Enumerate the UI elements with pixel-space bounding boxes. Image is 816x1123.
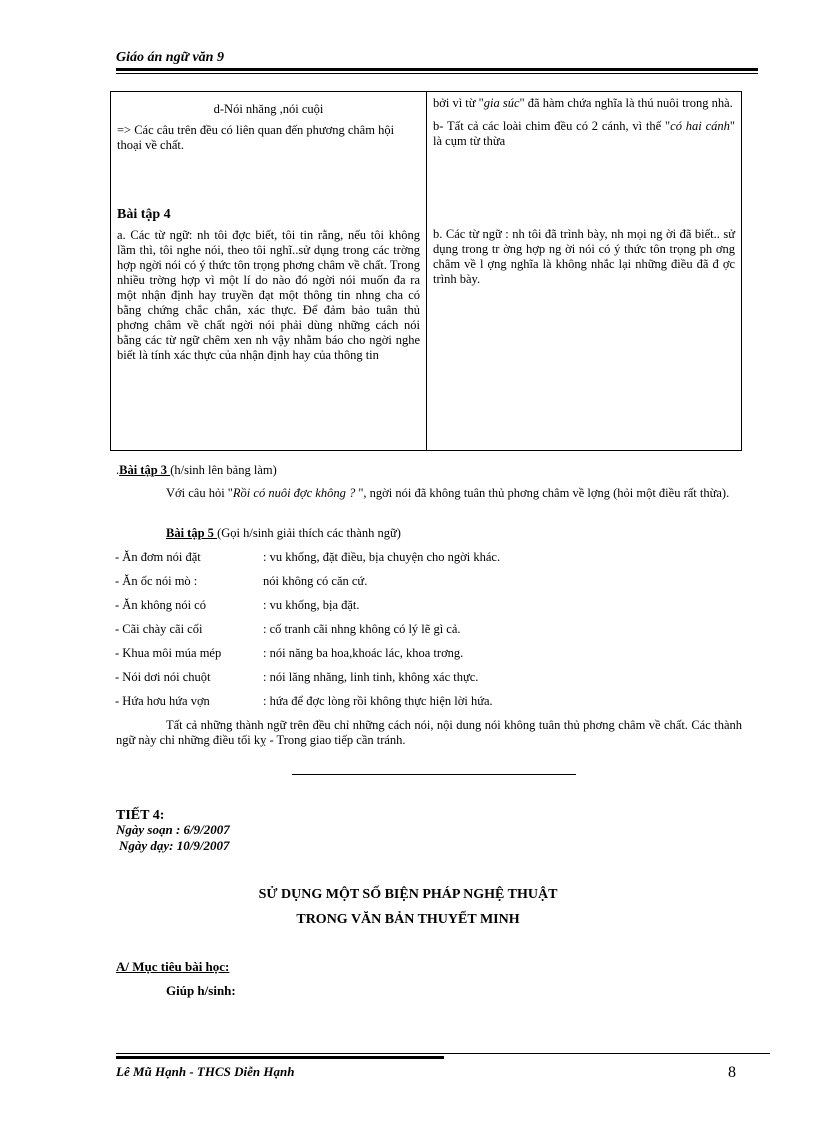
ngay-day: Ngày dạy: 10/9/2007 (119, 838, 230, 853)
item-d: d-Nói nhăng ,nói cuội (213, 102, 324, 116)
right-line-1: bởi vì từ "gia súc" đã hàm chứa nghĩa là thú nuôi trong nhà. (433, 96, 733, 110)
tiet-label: TIẾT 4: (116, 808, 165, 823)
bai-tap-5-heading: Bài tập 5 (Gọi h/sinh giải thích các thành ngữ) (166, 526, 401, 540)
section-divider (292, 774, 576, 775)
right-item-b: b. Các từ ngữ : nh tôi đã trình bày, nh mọi ng ời đã biết.. sử dụng trong tr ờng hợp ng ời nói có ý thức tôn trọng ph ơng châm về l ợng nghĩa là không nhắc lại những điều đã đ ợc trình bày. (433, 227, 735, 286)
header-rule-thin (116, 73, 758, 74)
idiom-row: - Hứa hơu hứa vợn : hứa để đợc lòng rồi không thực hiện lời hứa. (115, 694, 493, 708)
conclusion-text: => Các câu trên đều có liên quan đến phương châm hội thoại về chất. (117, 123, 395, 152)
muc-tieu-heading: A/ Mục tiêu bài học: (116, 959, 230, 974)
footer-rule-thick (116, 1056, 444, 1059)
page-number: 8 (728, 1064, 736, 1081)
giup-hsinh: Giúp h/sinh: (166, 983, 236, 998)
footer-rule-top (116, 1053, 770, 1054)
idiom-row: - Khua môi múa mép : nói năng ba hoa,khoác lác, khoa trơng. (115, 646, 464, 660)
lesson-title-line-1: SỬ DỤNG MỘT SỐ BIỆN PHÁP NGHỆ THUẬT (258, 887, 558, 902)
table-right-cell (427, 92, 742, 451)
bai-tap-3-heading: .Bài tập 3 (h/sinh lên bảng làm) (116, 463, 277, 477)
idiom-row: - Ăn đơm nói đặt : vu khống, đặt điều, bịa chuyện cho ngời khác. (115, 550, 501, 564)
ngay-soan: Ngày soạn : 6/9/2007 (116, 822, 230, 837)
bai-tap-4-a: a. Các từ ngữ: nh tôi đợc biết, tôi tin rằng, nếu tôi không lầm thì, tôi nghe nói, theo tôi nghĩ..sử dụng trong các trờng hợp ngời nói có ý thức tôn trọng phơng châm về chất. Trong nhiều trờng hợp vì một lí do nào đó ngời nói muốn đa ra một nhận định hay truyền đạt một thông tin nhng cha có bằng chứng chắc chắn, xác thực. Để đảm bảo tuân thủ phơng châm về chất ngời nói phải dùng những cách nói bằng các từ ngữ chêm xen nh vậy nhằm báo cho ngời nghe biết là tính xác thực của nhận định hay của thông tin (117, 228, 420, 362)
idiom-row: - Nói dơi nói chuột : nói lăng nhăng, linh tinh, không xác thực. (115, 670, 479, 684)
exercise-table (110, 91, 742, 451)
table-left-cell (111, 92, 427, 451)
idiom-row: - Ăn ốc nói mò : nói không có căn cứ. (115, 574, 368, 588)
idiom-row: - Cãi chày cãi cối : cố tranh cãi nhng không có lý lẽ gì cả. (115, 622, 461, 636)
right-line-2: b- Tất cả các loài chim đều có 2 cánh, vì thế "có hai cánh" là cụm từ thừa (433, 119, 735, 148)
bai-tap-3-paragraph: Với câu hỏi "Rồi có nuôi đợc không ? ", ngời nói đã không tuân thủ phơng châm về lợng (hỏi một điều rất thừa). (166, 486, 730, 500)
page-header-title: Giáo án ngữ văn 9 (116, 50, 224, 65)
header-rule-thick (116, 68, 758, 71)
idiom-row: - Ăn không nói có : vu khống, bịa đặt. (115, 598, 360, 612)
summary-paragraph: Tất cả những thành ngữ trên đều chỉ những cách nói, nội dung nói không tuân thủ phơng châm về chất. Các thành ngữ này chỉ những điều tối kỵ - Trong giao tiếp cần tránh. (116, 718, 742, 747)
lesson-title-line-2: TRONG VĂN BẢN THUYẾT MINH (296, 912, 520, 927)
footer-author: Lê Mũ Hạnh - THCS Diễn Hạnh (116, 1064, 295, 1079)
bai-tap-4-heading: Bài tập 4 (117, 207, 171, 222)
